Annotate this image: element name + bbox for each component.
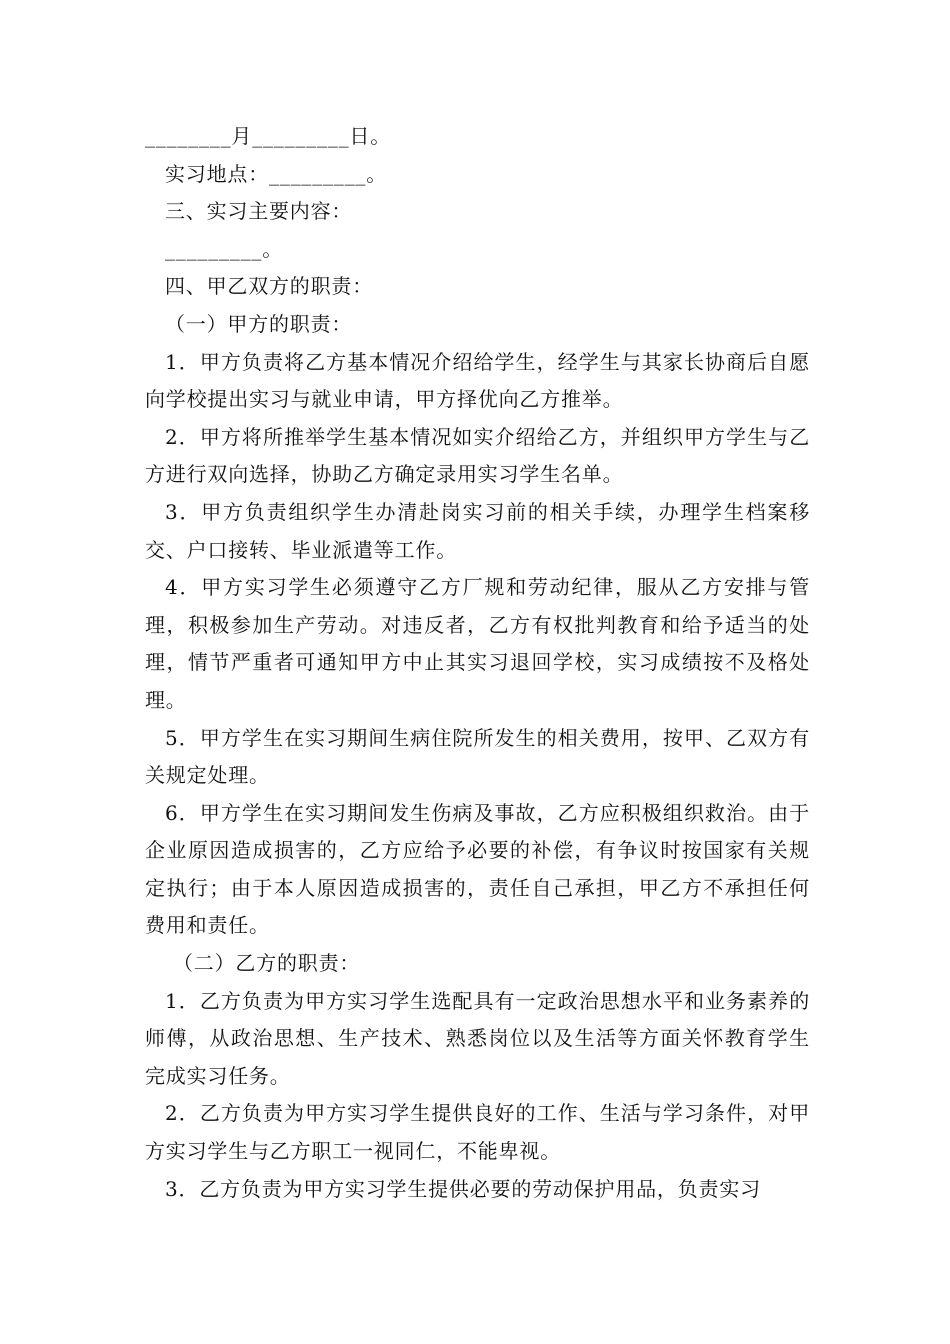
party-a-item-5: 5．甲方学生在实习期间生病住院所发生的相关费用，按甲、乙双方有关规定处理。 <box>145 725 810 788</box>
party-b-item-2: 2．乙方负责为甲方实习学生提供良好的工作、生活与学习条件，对甲方实习学生与乙方职工一视同仁，不能卑视。 <box>145 1101 810 1164</box>
section-three-heading: 三、实习主要内容： <box>165 199 353 224</box>
content-blank-line: _________。 <box>165 236 283 261</box>
party-a-item-6: 6．甲方学生在实习期间发生伤病及事故，乙方应积极组织救治。由于企业原因造成损害的，乙方应给予必要的补偿，有争议时按国家有关规定执行；由于本人原因造成损害的，责任自己承担，甲乙方不承担任何费用和责任。 <box>145 800 810 938</box>
party-b-duties-heading: （二）乙方的职责： <box>173 951 361 976</box>
party-a-item-4: 4．甲方实习学生必须遵守乙方厂规和劳动纪律，服从乙方安排与管理，积极参加生产劳动。对违反者，乙方有权批判教育和给予适当的处理，情节严重者可通知甲方中止其实习退回学校，实习成绩按不及格处理。 <box>145 575 810 712</box>
internship-location-line: 实习地点：_________。 <box>165 161 387 186</box>
party-b-item-1: 1．乙方负责为甲方实习学生选配具有一定政治思想水平和业务素养的师傅，从政治思想、生产技术、熟悉岗位以及生活等方面关怀教育学生完成实习任务。 <box>145 988 810 1088</box>
party-a-item-1: 1．甲方负责将乙方基本情况介绍给学生，经学生与其家长协商后自愿向学校提出实习与就业申请，甲方择优向乙方推举。 <box>145 349 810 412</box>
party-a-duties-heading: （一）甲方的职责： <box>165 311 353 336</box>
document-body <box>145 118 810 1208</box>
section-four-heading: 四、甲乙双方的职责： <box>165 274 373 299</box>
party-a-item-3: 3．甲方负责组织学生办清赴岗实习前的相关手续，办理学生档案移交、户口接转、毕业派遣等工作。 <box>145 499 810 562</box>
party-b-item-3: 3．乙方负责为甲方实习学生提供必要的劳动保护用品，负责实习 <box>165 1176 761 1201</box>
party-a-item-2: 2．甲方将所推举学生基本情况如实介绍给乙方，并组织甲方学生与乙方进行双向选择，协助乙方确定录用实习学生名单。 <box>145 424 810 487</box>
date-line: ________月_________日。 <box>145 124 391 148</box>
